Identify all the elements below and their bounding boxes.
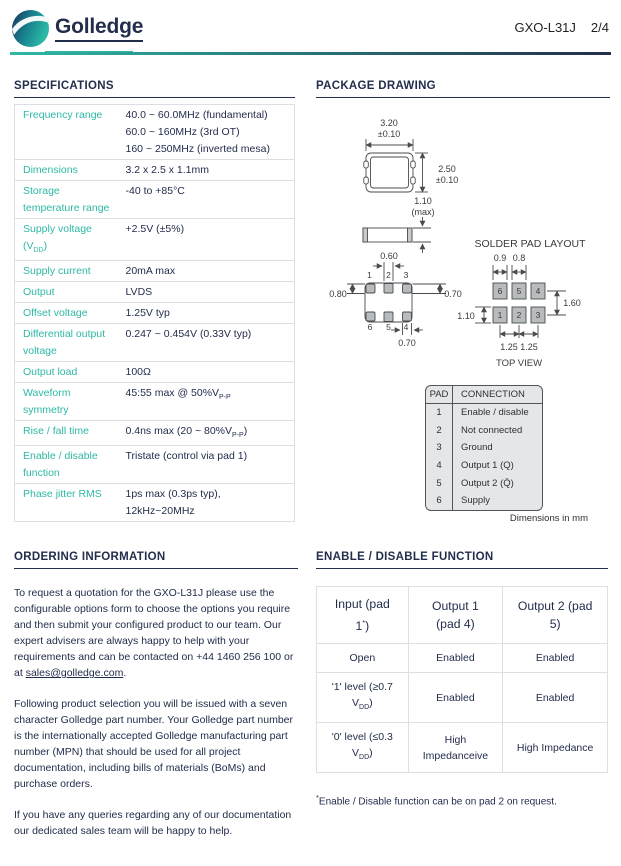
enable-disable-title: ENABLE / DISABLE FUNCTION: [316, 551, 608, 569]
enable-disable-row: [317, 644, 608, 673]
pad-connection-row: [426, 474, 542, 492]
dim-label: 0.60: [380, 251, 398, 261]
specifications-title: SPECIFICATIONS: [14, 80, 295, 98]
spec-label: Storage temperature range: [15, 181, 118, 219]
pad-connection-cell: Enable / disable: [461, 407, 529, 419]
pad-number: 5: [516, 286, 522, 296]
sales-email-link[interactable]: sales@golledge.com: [25, 667, 124, 679]
spec-row: [15, 105, 295, 160]
spec-value: 45:55 max @ $50\%V_{P-P}$: [118, 383, 295, 421]
pad-number: 6: [497, 286, 503, 296]
ed-cell: High Impedanceive: [408, 723, 503, 773]
ordering-paragraph-1: [14, 585, 298, 681]
package-drawing-svg: [316, 108, 610, 380]
pad-connection-row: [426, 492, 542, 510]
pad-connection-row: [426, 457, 542, 475]
pad-number: 2: [516, 310, 522, 320]
pad-number: 4: [535, 286, 541, 296]
pad-connection-row: [426, 404, 542, 422]
spec-row: [15, 484, 295, 522]
spec-value: 0.4ns max (20 ~ $80\%V_{P-P}$): [118, 421, 295, 446]
dimensions-note: Dimensions in mm: [509, 513, 588, 524]
enable-disable-table: [316, 586, 608, 773]
ordering-information-title: ORDERING INFORMATION: [14, 551, 298, 569]
spec-row: [15, 219, 295, 261]
pad-connection-header: [426, 386, 542, 404]
spec-value: 0.247 ~ 0.454V (0.33V typ): [118, 324, 295, 362]
ordering-text: To request a quotation for the GXO-L31J please use the configurable options form to choose the options you require and then submit your configured product to our team. Our expert advisers are always happy to help with your requirements and can be contacted on +44 1460 256 100 or at: [14, 587, 294, 679]
spec-row: [15, 421, 295, 446]
specifications-table: [14, 104, 295, 522]
dim-label: 0.8: [512, 253, 526, 263]
spec-label: Enable / disable function: [15, 446, 118, 484]
pad-column-header: PAD: [426, 386, 453, 403]
pad-connection-cell: Ground: [461, 442, 493, 454]
pad-number-cell: 2: [426, 422, 453, 440]
spec-row: [15, 261, 295, 282]
ordering-paragraph-2: Following product selection you will be issued with a seven character Golledge part number. Your Golledge part number is the internationally accepted Golledge manufacturing part number (MPN) that should be used for all project documentation, including bills of materials (BoMs) and purchase orders.: [14, 698, 294, 790]
pad-connection-cell: Output 1 (Q): [461, 460, 514, 472]
spec-label: Output load: [15, 362, 118, 383]
spec-value: 1ps max (0.3ps typ), 12kHz~20MHz: [118, 484, 295, 522]
spec-label: Supply current: [15, 261, 118, 282]
spec-row: [15, 160, 295, 181]
spec-value: Tristate (control via pad 1): [118, 446, 295, 484]
dim-label: 1.25 1.25: [500, 342, 538, 352]
spec-row: [15, 362, 295, 383]
spec-row: [15, 383, 295, 421]
golledge-logo: [12, 10, 143, 47]
spec-label: Offset voltage: [15, 303, 118, 324]
pad-connection-cell: Not connected: [461, 424, 523, 436]
spec-label: Output: [15, 282, 118, 303]
pad-number: 2: [386, 270, 391, 280]
pad-number: 3: [535, 310, 541, 320]
enable-disable-footnote: *Enable / Disable function can be on pad 2 on request.: [316, 793, 557, 808]
dim-label: (max): [411, 207, 435, 217]
ed-header-output2: Output 2 (pad 5): [503, 587, 608, 644]
pad-connection-cell: Supply: [461, 495, 491, 507]
pad-connection-cell: Output 2 (Q̄): [461, 477, 514, 489]
spec-label: Phase jitter RMS: [15, 484, 118, 522]
page-number: 2/4: [590, 20, 609, 35]
ed-header-input: Input (pad 1*): [317, 587, 409, 644]
ordering-information-section: [14, 551, 298, 854]
spec-value: 100Ω: [118, 362, 295, 383]
dim-label: 0.80: [329, 289, 347, 299]
spec-row: [15, 446, 295, 484]
spec-value: 3.2 x 2.5 x 1.1mm: [118, 160, 295, 181]
ed-cell: Open: [317, 644, 409, 673]
pad-number-cell: 4: [426, 457, 453, 475]
spec-label: Frequency range: [23, 108, 103, 121]
spec-label: Waveform symmetry: [15, 383, 118, 421]
spec-value: 20mA max: [118, 261, 295, 282]
ordering-paragraph-3: If you have any queries regarding any of our documentation our dedicated sales team will be happy to help.: [14, 809, 292, 837]
ed-cell: Enabled: [503, 673, 608, 723]
pad-number: 4: [403, 322, 409, 332]
doc-reference: [515, 20, 610, 35]
spec-value: LVDS: [118, 282, 295, 303]
enable-disable-section: [316, 551, 608, 808]
pad-connection-row: [426, 439, 542, 457]
dim-label: 0.70: [444, 289, 462, 299]
page-header: [10, 8, 611, 50]
pad-number: 1: [367, 270, 372, 280]
header-rule: [10, 52, 611, 55]
dim-label: 1.10: [457, 311, 475, 321]
dim-label: ±0.10: [377, 129, 401, 139]
top-view-caption: TOP VIEW: [495, 358, 543, 369]
package-drawing-section: [316, 80, 610, 542]
enable-disable-header-row: [317, 587, 608, 644]
dim-label: 1.60: [563, 298, 581, 308]
ed-cell: Enabled: [408, 644, 503, 673]
spec-label: Differential output voltage: [15, 324, 118, 362]
dim-label: 0.70: [398, 338, 416, 348]
specifications-section: [14, 80, 295, 522]
ed-cell: High Impedance: [503, 723, 608, 773]
solder-pad-layout-title: SOLDER PAD LAYOUT: [474, 238, 586, 250]
enable-disable-row: [317, 723, 608, 773]
pad-number-cell: 1: [426, 404, 453, 422]
enable-disable-row: [317, 673, 608, 723]
spec-row: [15, 324, 295, 362]
spec-label: Dimensions: [15, 160, 118, 181]
pad-number: 5: [386, 322, 391, 332]
dim-label: 1.10: [414, 196, 432, 206]
ed-cell: '1' level (≥0.7 $V_{DD}$): [317, 673, 409, 723]
pad-number: 3: [403, 270, 409, 280]
doc-title: GXO-L31J: [514, 20, 576, 35]
spec-row: [15, 181, 295, 219]
pad-number: 6: [367, 322, 373, 332]
golledge-logo-icon: [12, 10, 49, 47]
ordering-text: .: [123, 667, 127, 679]
spec-value: 40.0 ~ 60.0MHz (fundamental) 60.0 ~ 160MHz (3rd OT) 160 ~ 250MHz (inverted mesa): [125, 108, 270, 155]
pad-connection-table: [425, 385, 543, 511]
spec-value: -40 to +85°C: [118, 181, 295, 219]
pad-number-cell: 6: [426, 492, 453, 510]
pad-number-cell: 3: [426, 439, 453, 457]
dim-label: 0.9: [493, 253, 507, 263]
dim-label: ±0.10: [435, 175, 459, 185]
spec-value: 1.25V typ: [118, 303, 295, 324]
connection-column-header: CONNECTION: [461, 389, 525, 400]
spec-row: [15, 282, 295, 303]
spec-row: [15, 303, 295, 324]
spec-value: +2.5V (±5%): [118, 219, 295, 261]
dim-label: 3.20: [380, 118, 398, 128]
spec-label: Rise / fall time: [15, 421, 118, 446]
spec-label: Supply voltage $(V_{DD})$: [15, 219, 118, 261]
package-drawing-title: PACKAGE DRAWING: [316, 80, 610, 98]
pad-number: 1: [497, 310, 503, 320]
ed-cell: Enabled: [503, 644, 608, 673]
ed-cell: '0' level (≤0.3 $V_{DD}$): [317, 723, 409, 773]
dim-label: 2.50: [438, 164, 456, 174]
pad-connection-row: [426, 422, 542, 440]
ed-header-output1: Output 1 (pad 4): [408, 587, 503, 644]
ed-cell: Enabled: [408, 673, 503, 723]
brand-name: Golledge: [55, 15, 143, 42]
pad-number-cell: 5: [426, 474, 453, 492]
